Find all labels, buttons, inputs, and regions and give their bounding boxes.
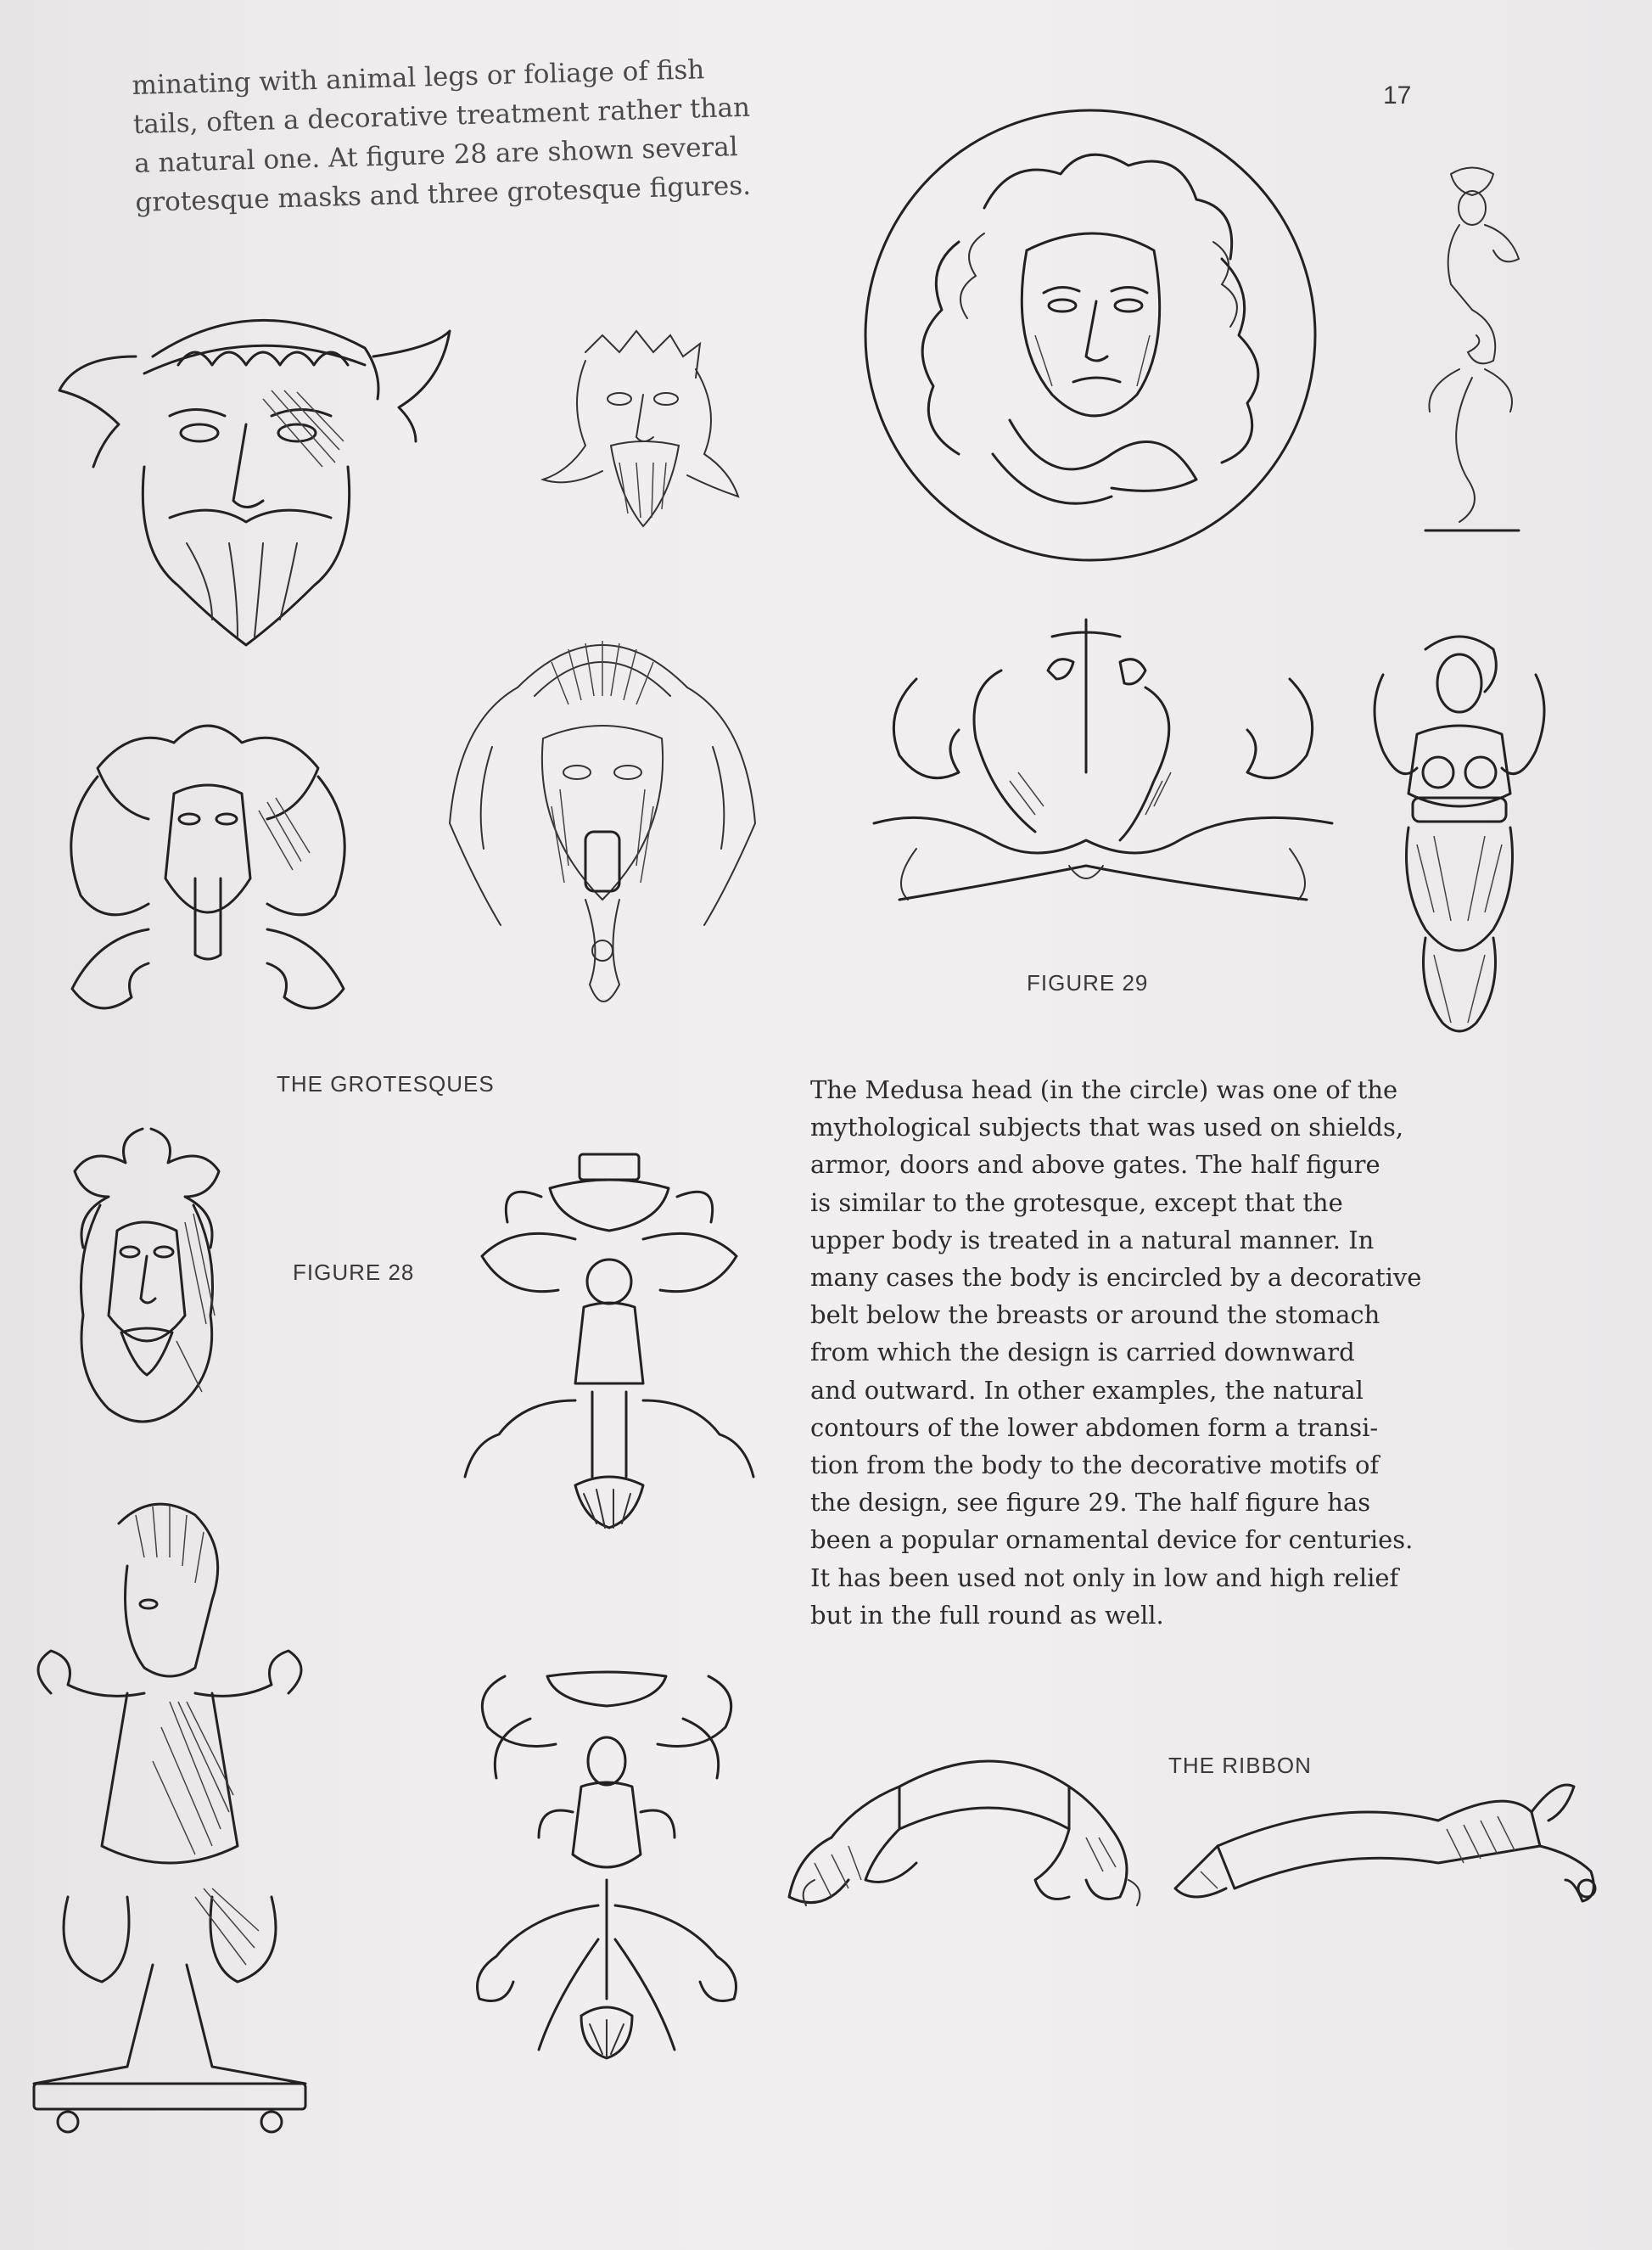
body-line: and outward. In other examples, the natural [810, 1375, 1364, 1405]
page-number: 17 [1383, 81, 1412, 109]
grotesque-urn-figure-illustration [454, 1659, 759, 2101]
ribbon-banner-right-illustration [1167, 1761, 1608, 1931]
body-line: upper body is treated in a natural manner. In [810, 1225, 1375, 1254]
body-line: armor, doors and above gates. The half figure [810, 1150, 1380, 1180]
half-figure-caryatid-illustration [1358, 624, 1561, 1040]
grotesque-helmet-mask-illustration [441, 611, 764, 1035]
medusa-description-paragraph [810, 1071, 1422, 1634]
body-line: been a popular ornamental device for centuries. [810, 1525, 1414, 1555]
grotesque-winged-figure-illustration [448, 1146, 770, 1570]
body-line: from which the design is carried downward [810, 1338, 1355, 1367]
body-line: The Medusa head (in the circle) was one of the [810, 1075, 1398, 1104]
caption-figure-29: FIGURE 29 [1027, 970, 1149, 996]
body-line: mythological subjects that was used on shields, [810, 1113, 1404, 1142]
body-line: is similar to the grotesque, except that the [810, 1187, 1343, 1217]
grotesque-bearded-mask-illustration [42, 297, 467, 654]
half-figure-serpent-illustration [1408, 157, 1536, 547]
body-line: but in the full round as well. [810, 1600, 1164, 1630]
intro-line: grotesque masks and three grotesque figures. [134, 170, 752, 218]
body-line: belt below the breasts or around the stomach [810, 1300, 1380, 1330]
body-line: It has been used not only in low and high relief [810, 1563, 1399, 1592]
medusa-head-circle-illustration [857, 98, 1324, 573]
intro-line: tails, often a decorative treatment rather than [132, 92, 751, 140]
intro-paragraph [132, 49, 755, 222]
grotesque-small-mask-illustration [535, 327, 755, 530]
body-line: contours of the lower abdomen form a transi- [810, 1412, 1379, 1442]
caption-figure-28: FIGURE 28 [293, 1260, 415, 1285]
caption-the-grotesques: THE GROTESQUES [277, 1071, 495, 1097]
body-line: many cases the body is encircled by a decorative [810, 1263, 1422, 1293]
intro-line: minating with animal legs or foliage of fish [132, 54, 705, 101]
body-line: tion from the body to the decorative motifs of [810, 1450, 1380, 1480]
intro-line: a natural one. At figure 28 are shown several [133, 132, 739, 179]
caption-the-ribbon: THE RIBBON [1168, 1753, 1312, 1778]
ribbon-banner-left-illustration [781, 1736, 1154, 1931]
grotesque-leaf-mask-illustration [58, 1120, 236, 1434]
figure-29-mermen-ornament-illustration [865, 611, 1341, 951]
grotesque-scroll-mask-illustration [47, 709, 369, 1031]
body-line: the design, see figure 29. The half figure has [810, 1488, 1371, 1518]
grotesque-helmeted-figure-illustration [0, 1490, 339, 2169]
